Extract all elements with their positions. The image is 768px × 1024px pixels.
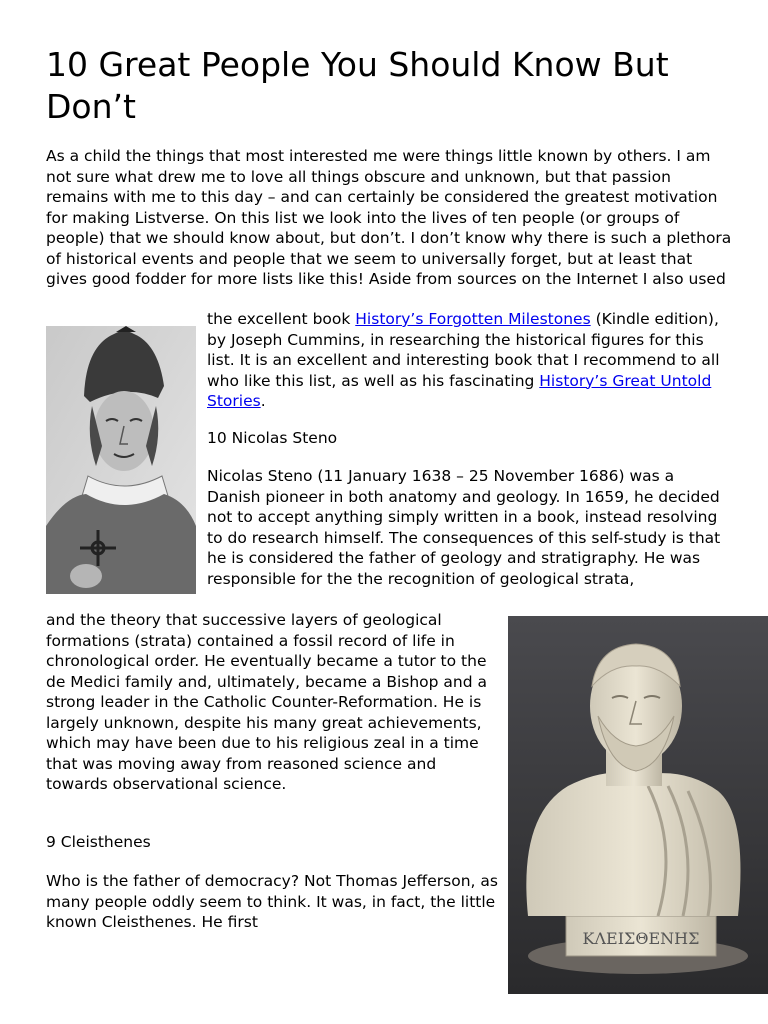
steno-paragraph-part2: and the theory that successive layers of geological formations (strata) contained a fossil record of life in chronological order. He eventually became a tutor to the de Medici family and, ultimately, became a Bishop and a strong leader in the Catholic Counter-Reformation. He is largely unknown, despite his many great achievements, which may have been due to his religious zeal in a time that was moving away from reasoned science and towards observational science. (46, 611, 488, 793)
intro-paragraph: As a child the things that most interested me were things little known by others. I am not sure what drew me to love all things obscure and unknown, but that passion remains with me to this day – and can certainly be considered the greatest motivation for making Listverse. On this list we look into the lives of ten people (or groups of people) that we should know about, but don’t. I don’t know why there is such a plethora of historical events and people that we seem to universally forget, but at least that gives good fodder for more lists like this! Aside from sources on the Internet I also used (46, 147, 732, 288)
nicolas-steno-portrait (46, 326, 196, 594)
link-historys-great-untold-stories[interactable]: History’s Great Untold Stories (207, 371, 712, 410)
intro-pre-link: the excellent book (207, 310, 356, 328)
intro-paragraph-continued (207, 309, 727, 412)
section-heading-nicolas-steno: 10 Nicolas Steno (207, 429, 338, 447)
cleisthenes-paragraph: Who is the father of democracy? Not Thomas Jefferson, as many people oddly seem to think. It was, in fact, the little known Cleisthenes. He first (46, 872, 498, 931)
steno-paragraph-part1: Nicolas Steno (11 January 1638 – 25 November 1686) was a Danish pioneer in both anatomy and geology. In 1659, he decided not to accept anything simply written in a book, instead resolving to do research himself. The consequences of this self-study is that he is considered the father of geology and stratigraphy. He was responsible for the the recognition of geological strata, (207, 467, 721, 588)
article-title: 10 Great People You Should Know But Don’t (46, 45, 669, 126)
cleisthenes-bust-image (508, 616, 768, 994)
intro-mid-text: (Kindle edition), by Joseph Cummins, in researching the historical figures for this list. It is an excellent and interesting book that I recommend to all who like this list, as well as his fascinating (207, 310, 720, 390)
bust-inscription: ΚΛΕΙΣΘΕΝΗΣ (582, 929, 700, 948)
section-heading-cleisthenes: 9 Cleisthenes (46, 833, 151, 851)
intro-post-text: . (260, 392, 266, 410)
link-historys-forgotten-milestones[interactable]: History’s Forgotten Milestones (355, 310, 591, 328)
